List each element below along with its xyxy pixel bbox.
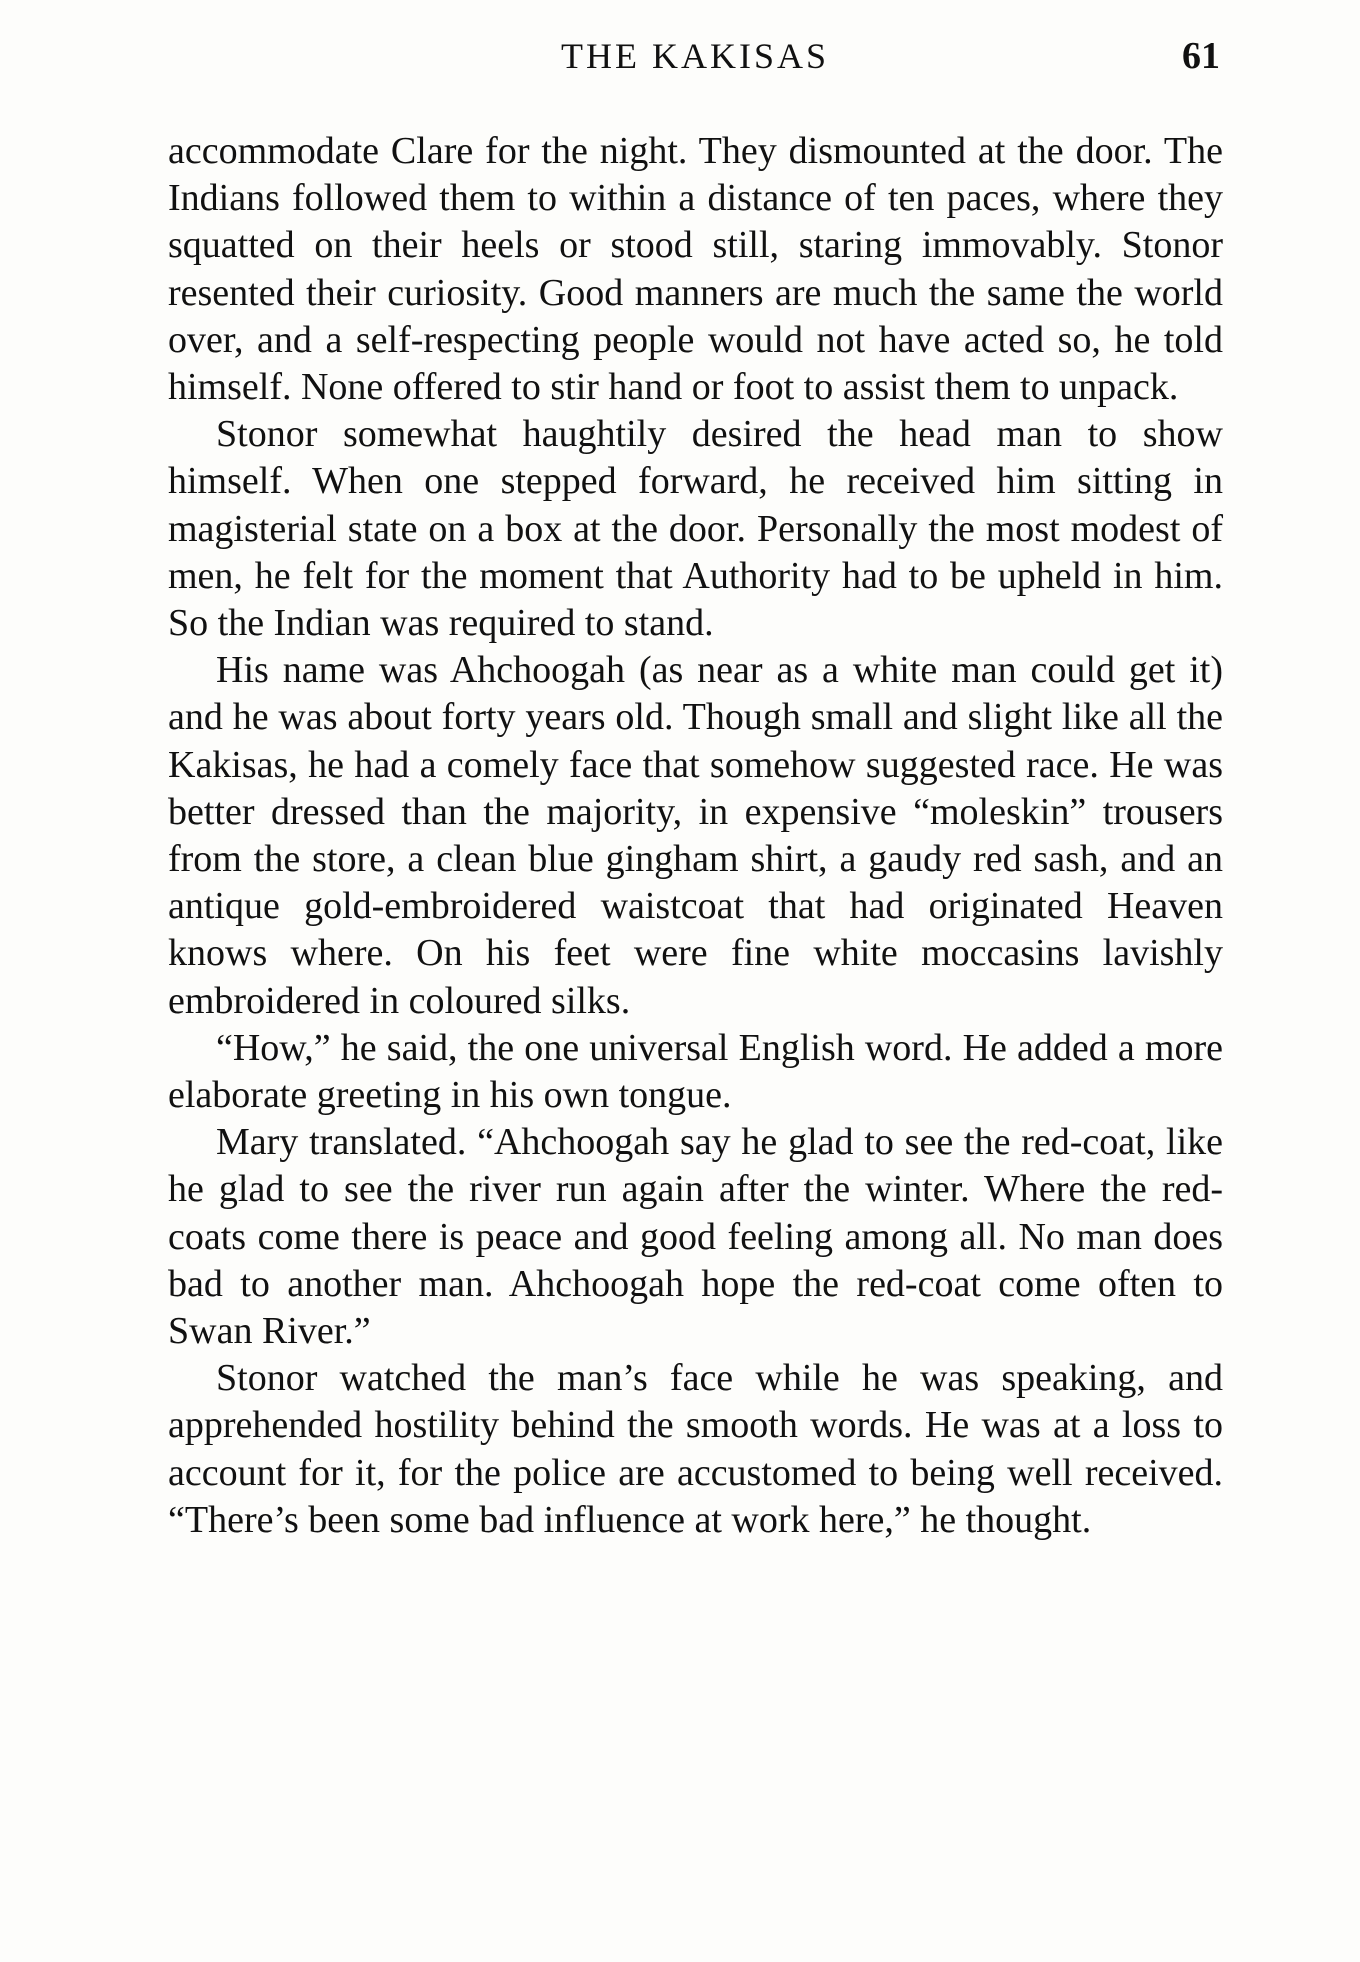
paragraph-1: accommodate Clare for the night. They dismounted at the door. The Indians followed them to within a distance of ten paces, where they squatted on their heels or stood still, staring immovably. Stonor resented their curiosity. Good manners are much the same the world over, and a self-respecting people would not have acted so, he told himself. None offered to stir hand or foot to assist them to unpack. (168, 130, 1223, 409)
paragraph-3: His name was Ahchoogah (as near as a white man could get it) and he was about forty years old. Though small and slight like all the Kakisas, he had a comely face that somehow suggested race. He was better dressed than the majority, in expensive “moleskin” trousers from the store, a clean blue gingham shirt, a gaudy red sash, and an antique gold-embroidered waistcoat that had originated Heaven knows where. On his feet were fine white moccasins lavishly embroidered in coloured silks. (168, 649, 1223, 1022)
running-head: THE KAKISAS (560, 36, 829, 76)
body-text (168, 128, 1223, 1544)
page-number: 61 (1182, 35, 1220, 77)
paragraph-4: “How,” he said, the one universal English word. He added a more elaborate greeting in his own tongue. (168, 1026, 1223, 1117)
paragraph-5: Mary translated. “Ahchoogah say he glad to see the red-coat, like he glad to see the river run again after the winter. Where the red-coats come there is peace and good feeling among all. No man does bad to another man. Ahchoogah hope the red-coat come often to Swan River.” (168, 1121, 1223, 1353)
page-header (170, 34, 1220, 78)
paragraph-2: Stonor somewhat haughtily desired the head man to show himself. When one stepped forward, he received him sitting in magisterial state on a box at the door. Personally the most modest of men, he felt for the moment that Authority had to be upheld in him. So the Indian was required to stand. (168, 413, 1223, 645)
paragraph-6: Stonor watched the man’s face while he was speaking, and apprehended hostility behind the smooth words. He was at a loss to account for it, for the police are accustomed to being well received. “There’s been some bad influence at work here,” he thought. (168, 1357, 1223, 1541)
